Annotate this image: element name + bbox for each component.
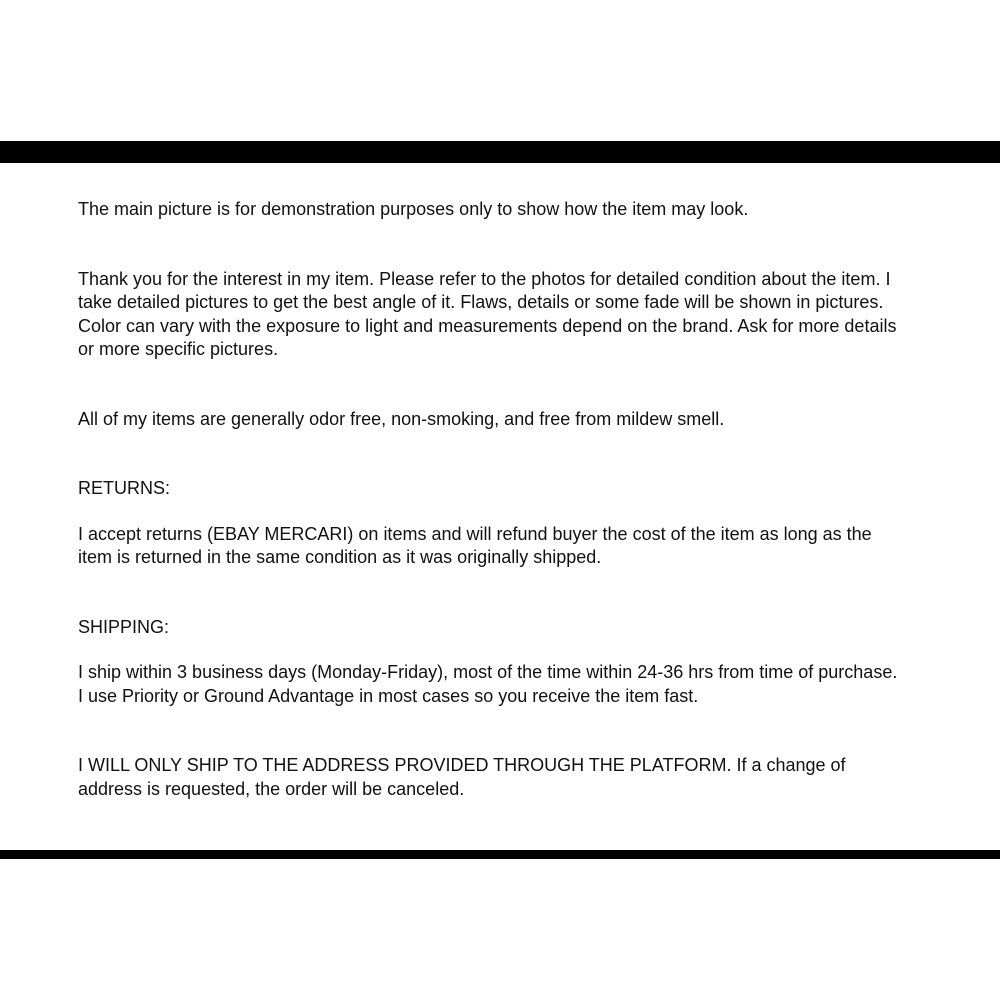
intro-paragraph: The main picture is for demonstration purposes only to show how the item may look.: [78, 199, 749, 219]
bottom-divider-bar: [0, 850, 1000, 859]
top-divider-bar: [0, 141, 1000, 163]
returns-paragraph: I accept returns (EBAY MERCARI) on items and will refund buyer the cost of the item as long as the item is returned in the same condition as it was originally shipped.: [78, 523, 872, 567]
returns-heading: RETURNS:: [78, 478, 171, 498]
thanks-paragraph: Thank you for the interest in my item. Please refer to the photos for detailed condition about the item. I take detailed pictures to get the best angle of it. Flaws, details or some fade will be shown in pictures. Color can vary with the exposure to light and measurements depend on the brand. Ask for more details or more specific pictures.: [78, 268, 897, 359]
shipping-paragraph: I ship within 3 business days (Monday-Friday), most of the time within 24-36 hrs from time of purchase. I use Priority or Ground Advantage in most cases so you receive the item fast.: [78, 662, 898, 706]
policy-text-block: [78, 198, 978, 801]
odor-paragraph: All of my items are generally odor free, non-smoking, and free from mildew smell.: [78, 408, 725, 429]
shipping-heading: SHIPPING:: [78, 616, 170, 637]
address-notice-paragraph: I WILL ONLY SHIP TO THE ADDRESS PROVIDED THROUGH THE PLATFORM. If a change of address is requested, the order will be canceled.: [78, 755, 846, 799]
